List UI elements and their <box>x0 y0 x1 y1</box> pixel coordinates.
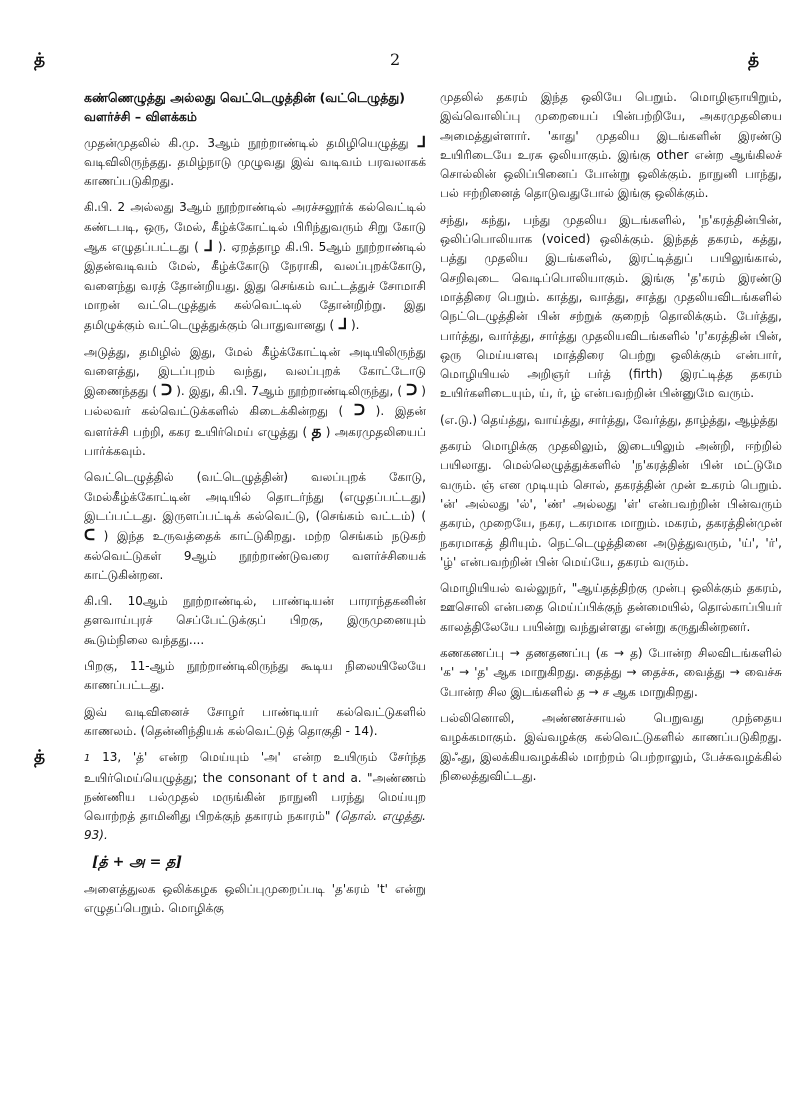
page-header-right-glyph: த் <box>748 50 760 70</box>
dictionary-entry <box>34 747 426 845</box>
script-glyph-icon: ᑐ <box>353 401 365 420</box>
entry-citation: (தொல். எழுத்து. 93). <box>84 809 426 843</box>
paragraph: கணகணப்பு → தணதணப்பு (க → த) போன்ற சிலவிடங்களில் 'க' → 'த' ஆக மாறுகிறது. தைத்து → தைச்சு, வைத்து → வைச்சு போன்ற சில இடங்களில் த → ச ஆக மாறுகிறது. <box>440 646 782 699</box>
paragraph-text: ) அகரமுதலியைப் பார்க்கவும். <box>84 424 426 459</box>
paragraph: கி.பி. 10ஆம் நூற்றாண்டில், பாண்டியன் பாராந்தகனின் தளவாய்புரச் செப்பேட்டுக்குப் பிறகு, இருமுனையும் கூடும்நிலை வந்தது.... <box>84 594 426 647</box>
paragraph-text: ) இந்த உருவத்தைக் காட்டுகிறது. மற்ற செங்கம் நடுகற் கல்வெட்டுகள் 9ஆம் நூற்றாண்டுவரை வளர்ச்சியைக் காட்டுகின்றன. <box>84 529 426 582</box>
entry-definition: 13, 'த்' என்ற மெய்யும் 'அ' என்ற உயிரும் சேர்ந்த உயிர்மெய்யெழுத்து; the consonant of t and a. "அண்ணம் நண்ணிய பல்முதல் மருங்கின் நாநுனி பரந்து மெய்யுற வொற்றத் தாமினிது பிறக்குந் தகாரம் நகாரம்" <box>84 750 426 824</box>
script-glyph-icon: ᒧ <box>337 315 348 334</box>
paragraph: பிறகு, 11-ஆம் நூற்றாண்டிலிருந்து கூடிய நிலையிலேயே காணப்பட்டது. <box>84 659 426 693</box>
paragraph <box>84 198 426 335</box>
page-header-left-glyph: த் <box>34 50 46 70</box>
section-title: கண்ணெழுத்து அல்லது வெட்டெழுத்தின் (வட்டெழுத்து) வளர்ச்சி – விளக்கம் <box>84 90 405 125</box>
script-glyph-icon: ᒧ <box>203 237 213 256</box>
paragraph: இவ் வடிவினைச் சோழர் பாண்டியர் கல்வெட்டுகளில் காணலம். (தென்னிந்தியக் கல்வெட்டுத் தொகுதி - 14). <box>84 704 426 738</box>
paragraph <box>84 133 426 192</box>
script-glyph-icon: ᑐ <box>406 381 418 400</box>
letter-formula: [த் + அ = த] <box>92 853 183 870</box>
paragraph-text: ). இது, கி.பி. 7ஆம் நூற்றாண்டிலிருந்து, ( <box>176 384 403 399</box>
script-glyph-icon: த <box>311 421 322 440</box>
script-glyph-icon: ᑐ <box>161 381 173 400</box>
paragraph: மொழியியல் வல்லுநர், "ஆய்தத்திற்கு முன்பு ஒலிக்கும் தகரம், ஊசொலி என்பதை மெய்ப்பிக்குந் தன்மையில், தொல்காப்பியர் காலத்திலேயே பயின்று வந்துள்ளது என்று கருதுகின்றனர். <box>440 581 782 634</box>
script-glyph-icon: ᒧ <box>416 132 426 151</box>
example-line: (எ.டு.) தெய்த்து, வாய்த்து, சார்த்து, வேர்த்து, தாழ்த்து, ஆழ்த்து <box>440 412 778 427</box>
entry-headword: த் <box>34 747 46 768</box>
paragraph-text: முதன்முதலில் கி.மு. 3ஆம் நூற்றாண்டில் தமிழியெழுத்து <box>84 135 409 150</box>
paragraph-text: ). ஏறத்தாழ கி.பி. 5ஆம் நூற்றாண்டில் இதன்வடிவம் மேல், கீழ்க்கோடு நேராகி, வலப்புறக்கோடு, வளைந்து வரத் தோன்றியது. இது செங்கம் வட்டத்துச் சோமாசி மாறன் வட்டெழுத்துக் கல்வெட்டில் தோன்றிற்று. இது தமிழுக்கும் வட்டெழுத்துக்கும் பொதுவானது ( <box>84 240 426 333</box>
paragraph-text: ). <box>350 318 360 333</box>
entry-sense-number: 1 <box>84 753 91 765</box>
paragraph: சந்து, கந்து, பந்து முதலிய இடங்களில், 'ந'கரத்தின்பின், ஒலிப்பொலியாக (voiced) ஒலிக்கும். இந்தத் தகரம், கத்து, பத்து முதலிய இடங்களில், இரட்டித்துப் பயிலுங்கால், செறிவுடை வெடிப்பொலியாகும். இங்கு 'த'கரம் இரண்டு மாத்திரை பெறும். காத்து, வாத்து, சாத்து முதலியவிடங்களில் நெட்டெழுத்தின் பின் சற்றுக் குறைந் தொலிக்கும். பேர்த்து, பார்த்து, வார்த்து, சார்த்து முதலியவிடங்களில் 'ர'கரத்தின் பின், ஒரு மெய்யளவு மாத்திரை பெற்று ஒலிக்கும் என்பார், மொழியியல் அறிஞர் பர்த் (firth) இரட்டித்த தகரம் உயிர்களிடையும், ய், ர், ழ் என்பவற்றின் பின்னுமே வரும். <box>440 212 782 401</box>
paragraph-text: ). இதன் வளர்ச்சி பற்றி, ககர உயிர்மெய் எழுத்து ( <box>84 404 426 439</box>
paragraph-text: வெட்டெழுத்தில் (வட்டெழுத்தின்) வலப்புறக் கோடு, மேல்கீழ்க்கோட்டின் அடியில் தொடர்ந்து (எழுதப்பட்டது) இடப்பட்டது. இருளப்பட்டிக் கல்வெட்டு, (செங்கம் வட்டம்) ( <box>84 470 426 523</box>
paragraph-text: வடிவிலிருந்தது. தமிழ்நாடு முழுவது இவ் வடிவம் பரவலாகக் காணப்படுகிறது. <box>84 154 426 189</box>
left-column <box>34 88 426 926</box>
paragraph-text: ) பல்லவர் கல்வெட்டுக்களில் கிடைக்கின்றது ( <box>84 384 426 419</box>
page-number: 2 <box>390 50 401 69</box>
paragraph <box>84 343 426 462</box>
paragraph <box>84 468 426 585</box>
paragraph-text: அடுத்து, தமிழில் இது, மேல் கீழ்க்கோட்டின் அடியிலிருந்து வளைத்து, இடப்புறம் வந்து, வலப்புறக் கோட்டோடு இணைந்தது ( <box>84 344 426 399</box>
paragraph: அளைத்துலக ஒலிக்கழக ஒலிப்புமுறைப்படி 'த'கரம் 't' என்று எழுதப்பெறும். மொழிக்கு <box>84 881 426 916</box>
paragraph: முதலில் தகரம் இந்த ஒலியே பெறும். மொழிஞாயிறும், இவ்வொலிப்பு முறையைப் பின்பற்றியே, அகரமுதலியை அமைத்துள்ளார். 'காது' முதலிய இடங்களின் இரண்டு உயிரிடையே உரசு ஒலியாகும். இங்கு other என்ற ஆங்கிலச் சொல்லின் ஒலிப்பினைப் போன்று ஒலிக்கும். நாநுனி பாந்து, பல் ஈற்றினைத் தொடுவதுபோல் இங்கு ஒலிக்கும். <box>440 90 782 201</box>
paragraph-text: கி.பி. 2 அல்லது 3ஆம் நூற்றாண்டில் அரச்சலூர்க் கல்வெட்டில் கண்டபடி, ஒரு, மேல், கீழ்க்கோட்டில் பிரிந்துவரும் சிறு கோடு ஆக எழுதப்பட்டது ( <box>84 200 426 255</box>
right-column <box>440 88 782 793</box>
paragraph: பல்லினொலி, அண்ணச்சாயல் பெறுவது முந்தைய வழக்கமாகும். இவ்வழக்கு கல்வெட்டுகளில் காணப்படுகிறது. இஃது, இலக்கியவழக்கில் மாற்றம் பெற்றாலும், பேச்சுவழக்கில் நிலைத்துவிட்டது. <box>440 710 782 783</box>
script-glyph-icon: ᑕ <box>84 526 95 545</box>
paragraph: தகரம் மொழிக்கு முதலிலும், இடையிலும் அன்றி, ஈற்றில் பயிலாது. மெல்லெழுத்துக்களில் 'ந'கரத்தின் பின் மட்டுமே வரும். ஞ் என முடியும் சொல், தகரத்தின் முன் உகரம் பெறும். 'ன்' அல்லது 'ல்', 'ண்' அல்லது 'ள்' என்பவற்றின் பின்வரும் தகரம், முறையே, நகர, டகரமாக மாறும். மகரம், தகரத்தின்முன் நகரமாகத் திரியும். நெட்டெழுத்தினை அடுத்துவரும், 'ய்', 'ர்', 'ழ்' என்பவற்றின் பின் மெய்யே, தகரம் வரும். <box>440 439 782 569</box>
